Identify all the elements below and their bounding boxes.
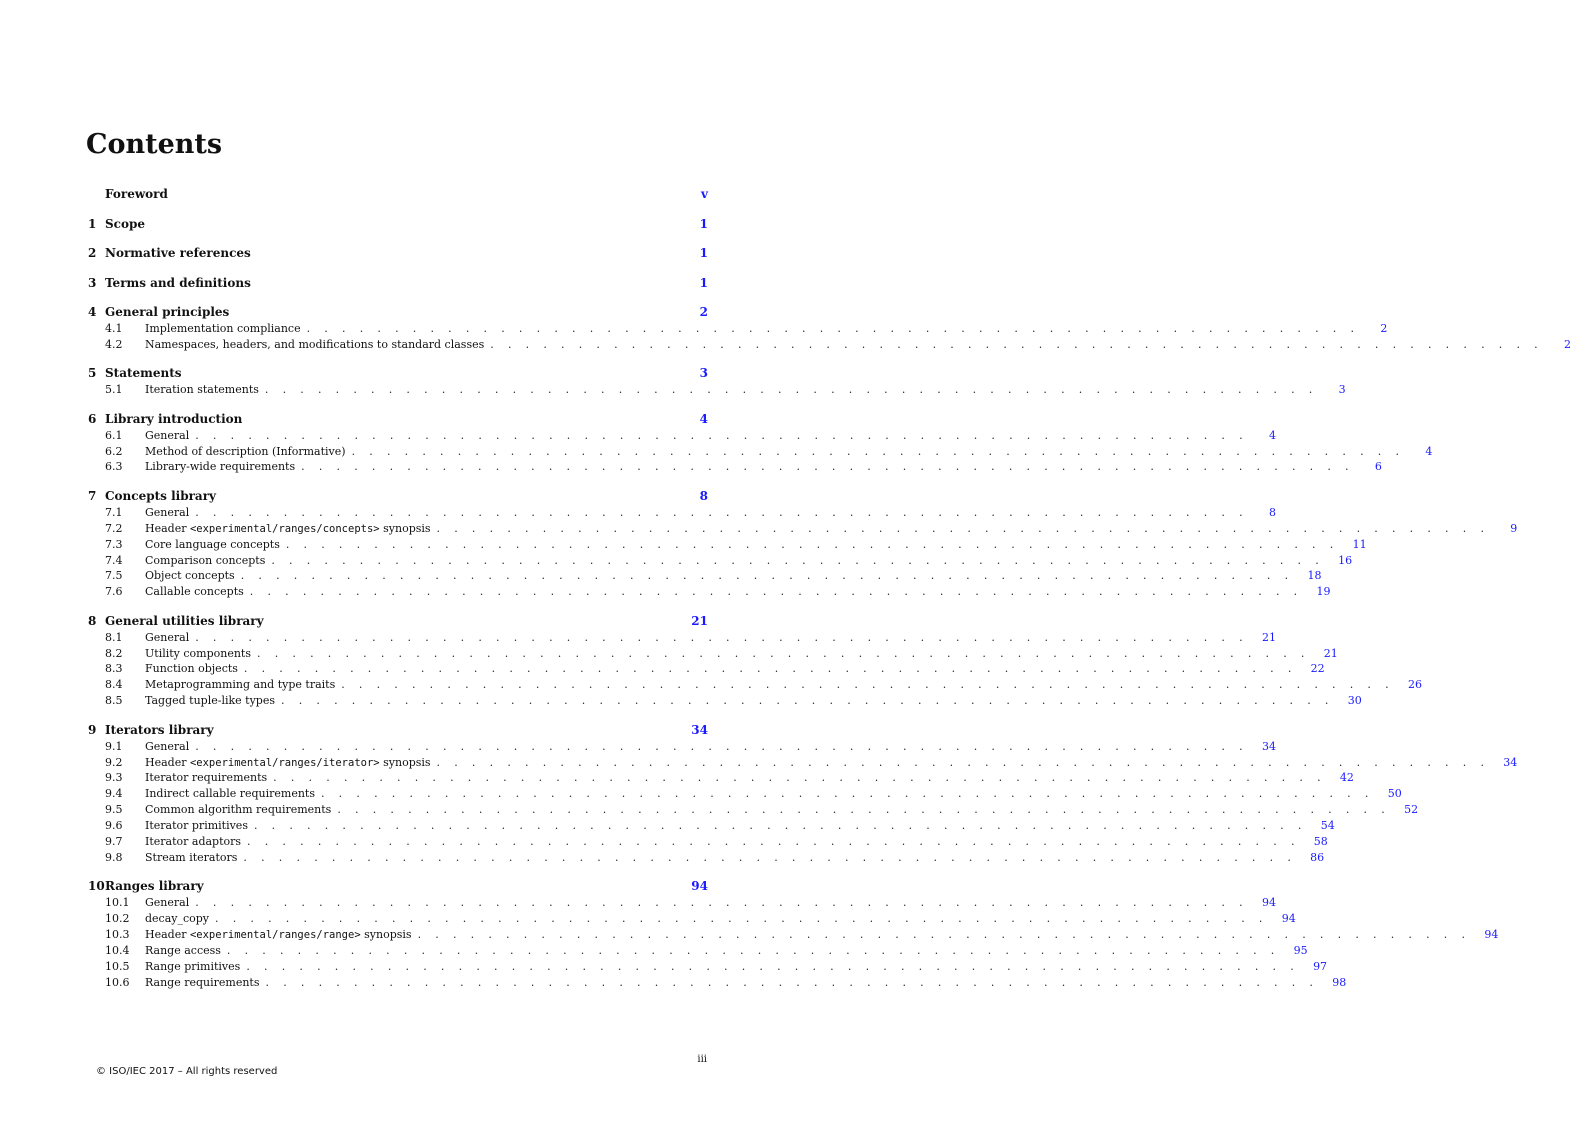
section-title: Object concepts [145, 569, 235, 583]
toc-section-entry[interactable] [88, 630, 1276, 646]
section-page-link[interactable]: 6 [1374, 460, 1382, 474]
section-page-link[interactable]: 94 [1281, 912, 1296, 926]
toc-section-entry[interactable] [88, 693, 1362, 709]
section-number: 7.4 [105, 553, 123, 567]
dot-leader: . . . . . . . . . . . . . . . . . . . . . . . . . . . . . . . . . . . . . . . . . . . . . . . . . . . . . . . . . . . . [246, 959, 1300, 973]
toc-section-entry[interactable] [88, 505, 1276, 521]
dot-leader: . . . . . . . . . . . . . . . . . . . . . . . . . . . . . . . . . . . . . . . . . . . . . . . . . . . . . . . . . . . . [273, 771, 1326, 785]
toc-section-entry[interactable] [88, 786, 1402, 802]
toc-chapter-entry[interactable] [88, 275, 708, 292]
section-page-link[interactable]: 94 [1484, 928, 1499, 942]
section-page-link[interactable]: 8 [1268, 505, 1276, 519]
section-page-link[interactable]: 21 [1261, 630, 1276, 644]
section-title [145, 521, 431, 538]
section-page-link[interactable]: 54 [1320, 819, 1335, 833]
toc-chapter-entry[interactable] [88, 216, 708, 233]
dot-leader: . . . . . . . . . . . . . . . . . . . . . . . . . . . . . . . . . . . . . . . . . . . . . . . . . . . . . . . . . . . . [195, 505, 1248, 519]
toc-chapter-entry[interactable] [88, 365, 708, 382]
toc-section-entry[interactable] [88, 337, 1571, 353]
section-page-link[interactable]: 11 [1352, 537, 1367, 551]
section-number: 8.4 [105, 678, 123, 692]
toc-chapter [88, 722, 1518, 866]
section-number: 9.3 [105, 771, 123, 785]
toc-section-entry[interactable] [88, 818, 1335, 834]
section-title: Range requirements [145, 975, 260, 989]
section-title: General [145, 505, 190, 519]
section-page-link[interactable]: 34 [1503, 755, 1518, 769]
toc-section-entry[interactable] [88, 459, 1382, 475]
dot-leader: . . . . . . . . . . . . . . . . . . . . . . . . . . . . . . . . . . . . . . . . . . . . . . . . . . . . . . . . . . . . [320, 787, 1374, 801]
toc-section-entry[interactable] [88, 521, 1518, 537]
toc-section-entry[interactable] [88, 553, 1353, 569]
section-title: Metaprogramming and type traits [145, 678, 336, 692]
toc-section-entry[interactable] [88, 927, 1499, 943]
dot-leader: . . . . . . . . . . . . . . . . . . . . . . . . . . . . . . . . . . . . . . . . . . . . . . . . . . . . . . . . . . . . [243, 662, 1297, 676]
section-page-link[interactable]: 9 [1510, 521, 1518, 535]
chapter-title: Library introduction [105, 411, 243, 426]
section-title: Callable concepts [145, 585, 244, 599]
dot-leader: . . . . . . . . . . . . . . . . . . . . . . . . . . . . . . . . . . . . . . . . . . . . . . . . . . . . . . . . . . . . [195, 428, 1248, 442]
chapter-number: 4 [88, 305, 97, 319]
chapter-title: General principles [105, 305, 230, 319]
chapter-title: Terms and definitions [105, 275, 251, 290]
toc-chapter-entry[interactable] [88, 613, 708, 630]
section-page-link[interactable]: 4 [1268, 428, 1276, 442]
table-of-contents [88, 186, 1571, 1003]
toc-section-entry[interactable] [88, 802, 1419, 818]
section-page-link[interactable]: 3 [1338, 383, 1346, 397]
toc-section-entry[interactable] [88, 959, 1328, 975]
chapter-page-link[interactable]: 21 [691, 613, 708, 628]
toc-chapter [88, 186, 708, 203]
dot-leader: . . . . . . . . . . . . . . . . . . . . . . . . . . . . . . . . . . . . . . . . . . . . . . . . . . . . . . . . . . . . [253, 819, 1307, 833]
chapter-title: General utilities library [105, 613, 264, 628]
chapter-number: 2 [88, 246, 97, 260]
toc-section-entry[interactable] [88, 646, 1338, 662]
toc-section-entry[interactable] [88, 755, 1518, 771]
chapter-number: 5 [88, 366, 97, 381]
page-title: Contents [86, 129, 223, 160]
dot-leader: . . . . . . . . . . . . . . . . . . . . . . . . . . . . . . . . . . . . . . . . . . . . . . . . . . . . . . . . . . . . [264, 383, 1318, 397]
section-number: 7.6 [105, 585, 123, 599]
dot-leader: . . . . . . . . . . . . . . . . . . . . . . . . . . . . . . . . . . . . . . . . . . . . . . . . . . . . . . . . . . . . [306, 322, 1360, 335]
dot-leader: . . . . . . . . . . . . . . . . . . . . . . . . . . . . . . . . . . . . . . . . . . . . . . . . . . . . . . . . . . . . [195, 896, 1248, 910]
section-title: General [145, 896, 190, 910]
chapter-page-link[interactable]: 1 [699, 216, 708, 231]
section-title: Core language concepts [145, 537, 280, 551]
chapter-page-link[interactable]: 8 [699, 488, 708, 503]
toc-section-entry[interactable] [88, 895, 1276, 911]
section-page-link[interactable]: 98 [1332, 975, 1347, 989]
toc-section-entry[interactable] [88, 739, 1276, 755]
toc-chapter-entry[interactable] [88, 411, 708, 428]
toc-chapter [88, 216, 708, 233]
section-number: 6.2 [105, 444, 123, 458]
dot-leader: . . . . . . . . . . . . . . . . . . . . . . . . . . . . . . . . . . . . . . . . . . . . . . . . . . . . . . . . . . . . [351, 444, 1405, 458]
toc-section-entry[interactable] [88, 975, 1347, 991]
section-number: 7.5 [105, 569, 123, 583]
section-page-link[interactable]: 16 [1338, 553, 1353, 567]
toc-section-entry[interactable] [88, 584, 1331, 600]
toc-section-entry[interactable] [88, 661, 1325, 677]
section-page-link[interactable]: 30 [1347, 694, 1362, 708]
section-number: 6.1 [105, 428, 123, 442]
section-number: 4.2 [105, 337, 123, 351]
section-number: 10.6 [105, 975, 130, 989]
section-number: 4.1 [105, 322, 123, 335]
dot-leader: . . . . . . . . . . . . . . . . . . . . . . . . . . . . . . . . . . . . . . . . . . . . . . . . . . . . . . . . . . . . [240, 569, 1294, 583]
toc-chapter [88, 878, 1499, 990]
dot-leader: . . . . . . . . . . . . . . . . . . . . . . . . . . . . . . . . . . . . . . . . . . . . . . . . . . . . . . . . . . . . [215, 912, 1268, 926]
section-number: 8.5 [105, 694, 123, 708]
chapter-title: Ranges library [105, 879, 204, 894]
toc-chapter-entry[interactable] [88, 245, 708, 262]
toc-section-entry[interactable] [88, 850, 1325, 866]
section-number: 7.3 [105, 537, 123, 551]
chapter-title: Scope [105, 216, 146, 231]
chapter-title: Foreword [105, 187, 168, 201]
section-title: Iterator primitives [145, 819, 248, 833]
toc-chapter-entry[interactable] [88, 878, 708, 895]
toc-section-entry[interactable] [88, 911, 1296, 927]
toc-section-entry[interactable] [88, 834, 1328, 850]
dot-leader: . . . . . . . . . . . . . . . . . . . . . . . . . . . . . . . . . . . . . . . . . . . . . . . . . . . . . . . . . . . . [195, 739, 1248, 753]
section-page-link[interactable]: 22 [1310, 662, 1325, 676]
chapter-title: Iterators library [105, 722, 214, 737]
section-number: 6.3 [105, 460, 123, 474]
section-page-link[interactable]: 97 [1313, 959, 1328, 973]
section-title: Utility components [145, 646, 251, 660]
toc-chapter [88, 613, 1422, 709]
chapter-number: 8 [88, 613, 97, 628]
section-title: Tagged tuple-like types [145, 694, 276, 708]
chapter-number: 1 [88, 216, 97, 231]
section-page-link[interactable]: 94 [1261, 896, 1276, 910]
dot-leader: . . . . . . . . . . . . . . . . . . . . . . . . . . . . . . . . . . . . . . . . . . . . . . . . . . . . . . . . . . . . [285, 537, 1339, 551]
chapter-page-link[interactable]: 34 [691, 722, 708, 737]
dot-leader: . . . . . . . . . . . . . . . . . . . . . . . . . . . . . . . . . . . . . . . . . . . . . . . . . . . . . . . . . . . . [490, 337, 1543, 351]
dot-leader: . . . . . . . . . . . . . . . . . . . . . . . . . . . . . . . . . . . . . . . . . . . . . . . . . . . . . . . . . . . . [436, 755, 1490, 769]
section-page-link[interactable]: 58 [1313, 834, 1328, 848]
chapter-number: 6 [88, 411, 97, 426]
dot-leader: . . . . . . . . . . . . . . . . . . . . . . . . . . . . . . . . . . . . . . . . . . . . . . . . . . . . . . . . . . . . [301, 460, 1354, 474]
section-title: Range access [145, 943, 221, 957]
toc-section-entry[interactable] [88, 568, 1322, 584]
section-title: Iteration statements [145, 383, 259, 397]
chapter-page-link[interactable]: 1 [699, 246, 708, 260]
section-title: Indirect callable requirements [145, 787, 315, 801]
toc-chapter [88, 245, 708, 262]
section-title: Stream iterators [145, 850, 238, 864]
dot-leader: . . . . . . . . . . . . . . . . . . . . . . . . . . . . . . . . . . . . . . . . . . . . . . . . . . . . . . . . . . . . [195, 630, 1248, 644]
toc-section-entry[interactable] [88, 444, 1433, 460]
toc-section-entry[interactable] [88, 537, 1367, 553]
chapter-title: Normative references [105, 246, 251, 260]
section-number: 8.2 [105, 646, 123, 660]
section-title: Function objects [145, 662, 238, 676]
section-page-link[interactable]: 42 [1339, 771, 1354, 785]
section-number: 10.3 [105, 928, 130, 942]
section-title: decay_copy [145, 912, 210, 926]
chapter-number: 3 [88, 275, 97, 290]
dot-leader: . . . . . . . . . . . . . . . . . . . . . . . . . . . . . . . . . . . . . . . . . . . . . . . . . . . . . . . . . . . . [249, 585, 1303, 599]
dot-leader: . . . . . . . . . . . . . . . . . . . . . . . . . . . . . . . . . . . . . . . . . . . . . . . . . . . . . . . . . . . . [436, 521, 1490, 535]
section-title-text: Header [145, 928, 190, 942]
toc-section-entry[interactable] [88, 428, 1276, 444]
chapter-page-link[interactable]: v [701, 187, 708, 201]
section-number: 9.5 [105, 803, 123, 817]
section-page-link[interactable]: 86 [1310, 850, 1325, 864]
section-page-link[interactable]: 4 [1425, 444, 1433, 458]
section-title: Range primitives [145, 959, 241, 973]
toc-section-entry[interactable] [88, 943, 1308, 959]
section-title-code: <experimental/ranges/range> [189, 929, 361, 942]
chapter-number: 10 [88, 879, 105, 894]
toc-chapter [88, 411, 1433, 476]
section-page-link[interactable]: 2 [1564, 337, 1571, 351]
dot-leader: . . . . . . . . . . . . . . . . . . . . . . . . . . . . . . . . . . . . . . . . . . . . . . . . . . . . . . . . . . . . [271, 553, 1325, 567]
section-number: 9.7 [105, 834, 123, 848]
dot-leader: . . . . . . . . . . . . . . . . . . . . . . . . . . . . . . . . . . . . . . . . . . . . . . . . . . . . . . . . . . . . [265, 975, 1319, 989]
chapter-page-link[interactable]: 4 [699, 411, 708, 426]
toc-section-entry[interactable] [88, 677, 1422, 693]
section-title-code: <experimental/ranges/iterator> [189, 756, 380, 769]
toc-chapter [88, 365, 1346, 398]
section-title: General [145, 739, 190, 753]
section-title: Method of description (Informative) [145, 444, 346, 458]
dot-leader: . . . . . . . . . . . . . . . . . . . . . . . . . . . . . . . . . . . . . . . . . . . . . . . . . . . . . . . . . . . . [337, 803, 1391, 817]
toc-chapter [88, 488, 1518, 600]
section-title: Comparison concepts [145, 553, 266, 567]
section-title-text: Header [145, 521, 190, 535]
toc-section-entry[interactable] [88, 770, 1354, 786]
section-page-link[interactable]: 18 [1307, 569, 1322, 583]
section-number: 10.1 [105, 896, 130, 910]
dot-leader: . . . . . . . . . . . . . . . . . . . . . . . . . . . . . . . . . . . . . . . . . . . . . . . . . . . . . . . . . . . . [257, 646, 1310, 660]
toc-chapter-entry[interactable] [88, 722, 708, 739]
section-title-text: synopsis [379, 521, 431, 535]
section-number: 10.2 [105, 912, 130, 926]
section-title: General [145, 428, 190, 442]
section-title: Implementation compliance [145, 322, 301, 335]
chapter-number: 7 [88, 488, 97, 503]
section-number: 9.1 [105, 739, 123, 753]
section-title: Library-wide requirements [145, 460, 296, 474]
section-number: 7.2 [105, 521, 123, 535]
section-title-text: Header [145, 755, 190, 769]
chapter-page-link[interactable]: 3 [699, 366, 708, 381]
section-title: Iterator adaptors [145, 834, 242, 848]
section-title-text: synopsis [360, 928, 412, 942]
section-number: 9.4 [105, 787, 123, 801]
section-number: 9.6 [105, 819, 123, 833]
section-title: Iterator requirements [145, 771, 268, 785]
dot-leader: . . . . . . . . . . . . . . . . . . . . . . . . . . . . . . . . . . . . . . . . . . . . . . . . . . . . . . . . . . . . [417, 928, 1471, 942]
section-title [145, 755, 431, 772]
dot-leader: . . . . . . . . . . . . . . . . . . . . . . . . . . . . . . . . . . . . . . . . . . . . . . . . . . . . . . . . . . . . [247, 834, 1300, 848]
section-page-link[interactable]: 34 [1261, 739, 1276, 753]
section-page-link[interactable]: 52 [1404, 803, 1419, 817]
section-title: General [145, 630, 190, 644]
toc-chapter [88, 275, 708, 292]
chapter-page-link[interactable]: 94 [691, 879, 708, 894]
section-title-text: synopsis [379, 755, 431, 769]
section-number: 9.8 [105, 850, 123, 864]
copyright-notice: © ISO/IEC 2017 – All rights reserved [96, 1066, 278, 1077]
section-number: 5.1 [105, 383, 123, 397]
toc-chapter [88, 304, 1571, 353]
section-title: Common algorithm requirements [145, 803, 332, 817]
toc-chapter-entry[interactable] [88, 304, 708, 321]
chapter-page-link[interactable]: 1 [699, 275, 708, 290]
dot-leader: . . . . . . . . . . . . . . . . . . . . . . . . . . . . . . . . . . . . . . . . . . . . . . . . . . . . . . . . . . . . [226, 943, 1280, 957]
chapter-page-link[interactable]: 2 [699, 305, 708, 319]
toc-section-entry[interactable] [88, 321, 1388, 337]
section-page-link[interactable]: 21 [1323, 646, 1338, 660]
section-number: 8.1 [105, 630, 123, 644]
section-title [145, 927, 412, 944]
section-page-link[interactable]: 26 [1407, 678, 1422, 692]
chapter-title: Concepts library [105, 488, 216, 503]
toc-chapter-entry[interactable] [88, 488, 708, 505]
section-page-link[interactable]: 2 [1380, 322, 1388, 335]
section-title: Namespaces, headers, and modifications to standard classes [145, 337, 485, 351]
toc-chapter-entry[interactable] [88, 186, 708, 203]
dot-leader: . . . . . . . . . . . . . . . . . . . . . . . . . . . . . . . . . . . . . . . . . . . . . . . . . . . . . . . . . . . . [281, 694, 1334, 708]
section-number: 10.4 [105, 943, 130, 957]
section-page-link[interactable]: 19 [1316, 585, 1331, 599]
section-page-link[interactable]: 95 [1293, 943, 1308, 957]
section-number: 8.3 [105, 662, 123, 676]
section-number: 10.5 [105, 959, 130, 973]
chapter-title: Statements [105, 366, 182, 381]
section-number: 9.2 [105, 755, 123, 769]
dot-leader: . . . . . . . . . . . . . . . . . . . . . . . . . . . . . . . . . . . . . . . . . . . . . . . . . . . . . . . . . . . . [341, 678, 1394, 692]
section-page-link[interactable]: 50 [1387, 787, 1402, 801]
toc-section-entry[interactable] [88, 382, 1346, 398]
section-number: 7.1 [105, 505, 123, 519]
section-title-code: <experimental/ranges/concepts> [189, 522, 380, 535]
chapter-number: 9 [88, 722, 97, 737]
page-number: iii [697, 1054, 707, 1065]
dot-leader: . . . . . . . . . . . . . . . . . . . . . . . . . . . . . . . . . . . . . . . . . . . . . . . . . . . . . . . . . . . . [243, 850, 1297, 864]
